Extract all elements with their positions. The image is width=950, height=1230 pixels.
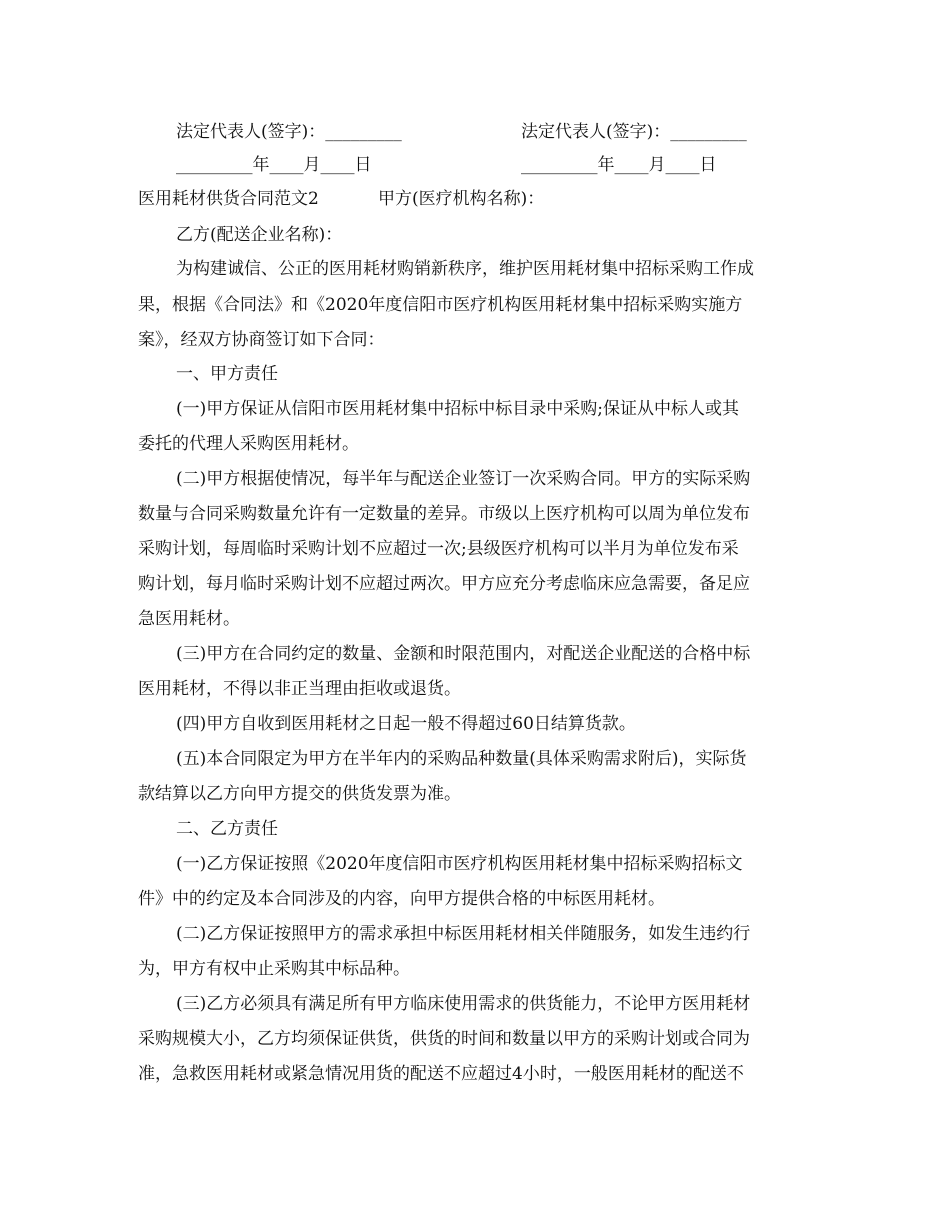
signature-right-rep: 法定代表人(签字)：_________ xyxy=(521,122,747,142)
paragraph-line: (一)甲方保证从信阳市医用耗材集中招标中标目录中采购;保证从中标人或其 xyxy=(176,399,739,419)
paragraph-line: 为构建诚信、公正的医用耗材购销新秩序，维护医用耗材集中招标采购工作成 xyxy=(176,259,754,279)
paragraph-line: 购计划，每月临时采购计划不应超过两次。甲方应充分考虑临床应急需要，备足应 xyxy=(138,574,750,594)
signature-left-date: _________年____月____日 xyxy=(176,155,372,175)
signature-right-date: _________年____月____日 xyxy=(521,155,717,175)
party-b-label: 乙方(配送企业名称)： xyxy=(176,225,343,245)
paragraph-line: 采购计划，每周临时采购计划不应超过一次;县级医疗机构可以半月为单位发布采 xyxy=(138,539,739,559)
paragraph-line: 数量与合同采购数量允许有一定数量的差异。市级以上医疗机构可以周为单位发布 xyxy=(138,504,750,524)
paragraph-line: (三)乙方必须具有满足所有甲方临床使用需求的供货能力，不论甲方医用耗材 xyxy=(176,994,751,1014)
paragraph-line: 款结算以乙方向甲方提交的供货发票为准。 xyxy=(138,784,461,804)
section-heading: 二、乙方责任 xyxy=(176,819,278,839)
paragraph-line: (三)甲方在合同约定的数量、金额和时限范围内，对配送企业配送的合格中标 xyxy=(176,644,751,664)
paragraph-line: (四)甲方自收到医用耗材之日起一般不得超过60日结算货款。 xyxy=(176,714,636,734)
paragraph-line: 件》中的约定及本合同涉及的内容，向甲方提供合格的中标医用耗材。 xyxy=(138,889,665,909)
paragraph-line: 果，根据《合同法》和《2020年度信阳市医疗机构医用耗材集中招标采购实施方 xyxy=(138,295,743,315)
doc-heading: 医用耗材供货合同范文2 xyxy=(138,189,319,209)
paragraph-line: 医用耗材，不得以非正当理由拒收或退货。 xyxy=(138,679,461,699)
paragraph-line: (一)乙方保证按照《2020年度信阳市医疗机构医用耗材集中招标采购招标文 xyxy=(176,854,743,874)
paragraph-line: (二)甲方根据使情况，每半年与配送企业签订一次采购合同。甲方的实际采购 xyxy=(176,469,751,489)
signature-left-rep: 法定代表人(签字)：_________ xyxy=(176,122,402,142)
paragraph-line: 采购规模大小，乙方均须保证供货，供货的时间和数量以甲方的采购计划或合同为 xyxy=(138,1029,750,1049)
paragraph-line: 委托的代理人采购医用耗材。 xyxy=(138,434,359,454)
paragraph-line: (二)乙方保证按照甲方的需求承担中标医用耗材相关伴随服务，如发生违约行 xyxy=(176,924,751,944)
paragraph-line: 急医用耗材。 xyxy=(138,609,240,629)
paragraph-line: 准，急救医用耗材或紧急情况用货的配送不应超过4小时，一般医用耗材的配送不 xyxy=(138,1064,744,1084)
party-a-label: 甲方(医疗机构名称)： xyxy=(378,189,545,209)
section-heading: 一、甲方责任 xyxy=(176,364,278,384)
paragraph-line: (五)本合同限定为甲方在半年内的采购品种数量(具体采购需求附后)，实际货 xyxy=(176,749,747,769)
paragraph-line: 案》，经双方协商签订如下合同： xyxy=(138,330,385,350)
paragraph-line: 为，甲方有权中止采购其中标品种。 xyxy=(138,959,410,979)
